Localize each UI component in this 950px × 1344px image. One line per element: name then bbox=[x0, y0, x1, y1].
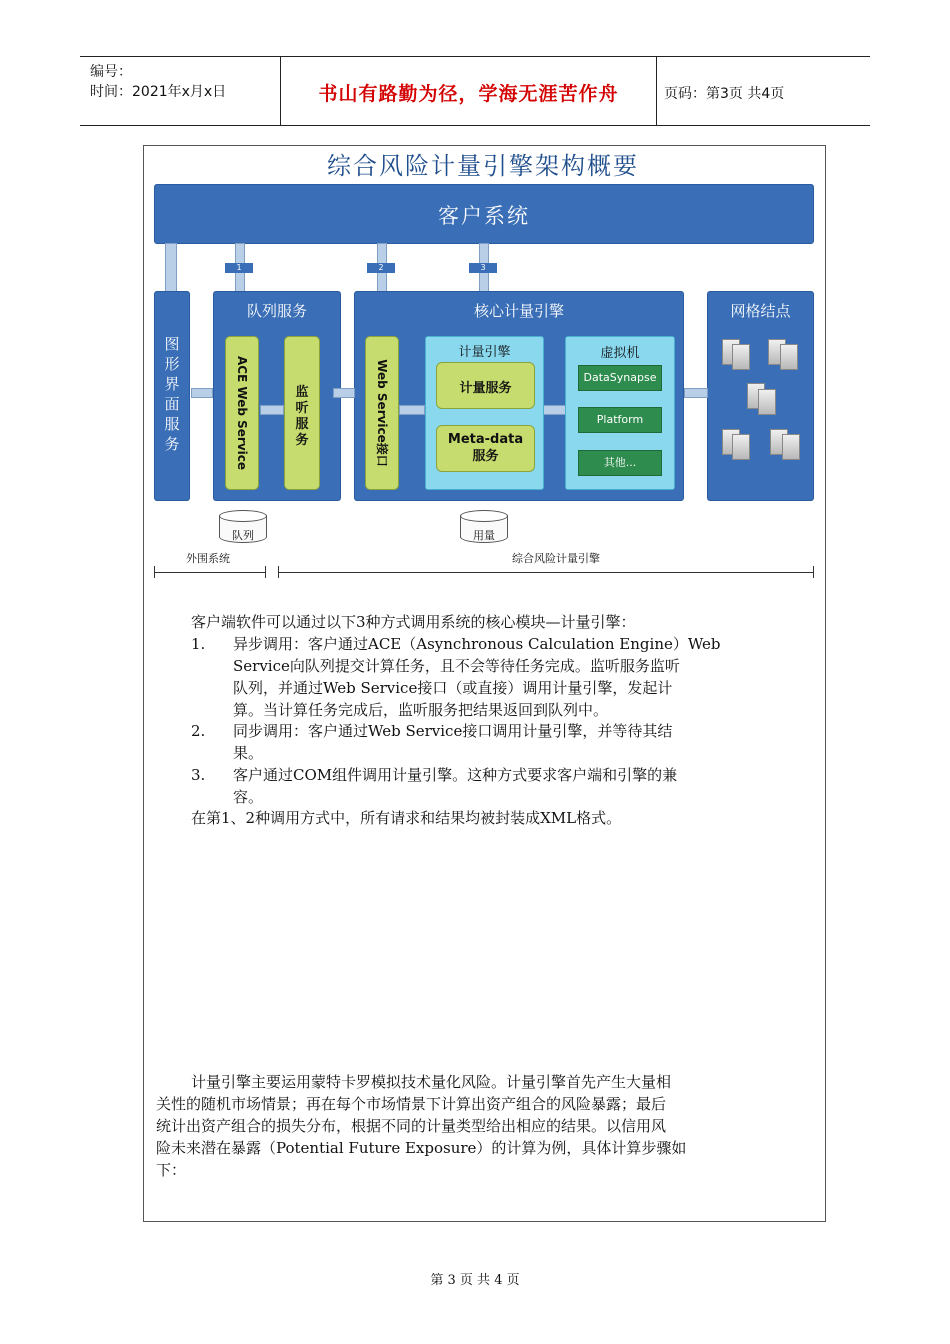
usage-database-label: 用量 bbox=[473, 529, 495, 542]
paragraph-line: 险未来潜在暴露（Potential Future Exposure）的计算为例，具体计算步骤如 bbox=[156, 1139, 687, 1157]
calc-engine-label: 计量引擎 bbox=[458, 345, 511, 360]
monte-carlo-paragraph bbox=[156, 1071, 816, 1181]
datasynapse-box: DataSynapse bbox=[578, 365, 662, 391]
list-line: 客户通过COM组件调用计量引擎。这种方式要求客户端和引擎的兼 bbox=[233, 766, 678, 784]
ace-web-service-label: ACE Web Service bbox=[235, 355, 249, 471]
list-number: 3. bbox=[191, 766, 206, 784]
paragraph-line: 统计出资产组合的损失分布，根据不同的计量类型给出相应的结果。以信用风 bbox=[156, 1117, 667, 1135]
virtual-machine-label: 虚拟机 bbox=[600, 346, 640, 361]
gui-service-block bbox=[154, 291, 190, 501]
web-service-interface-label: Web Service接口 bbox=[375, 359, 389, 467]
monitor-service-pill bbox=[284, 336, 320, 490]
header-motto-cell bbox=[280, 57, 657, 125]
header-info-cell bbox=[80, 57, 280, 125]
intro-paragraph: 客户端软件可以通过以下3种方式调用系统的核心模块—计量引擎： bbox=[191, 613, 636, 631]
list-line: 容。 bbox=[233, 788, 264, 806]
core-engine-label: 核心计量引擎 bbox=[473, 302, 564, 320]
metadata-service-box bbox=[436, 425, 535, 472]
arrow-client-gui bbox=[165, 243, 177, 292]
arrow-core-grid bbox=[684, 388, 708, 398]
diagram-title: 综合风险计量引擎架构概要 bbox=[327, 152, 639, 180]
list-line: Service向队列提交计算任务，且不会等待任务完成。监听服务监听 bbox=[233, 657, 680, 675]
serial-label: 编号： bbox=[90, 64, 132, 80]
arrow-engine-vm bbox=[543, 405, 566, 415]
list-line: 算。当计算任务完成后，监听服务把结果返回到队列中。 bbox=[233, 701, 609, 719]
monitor-service-label: 监 听 服 务 bbox=[295, 385, 309, 448]
arrow-number-2: 2 bbox=[367, 263, 395, 273]
calc-service-box bbox=[436, 362, 535, 409]
platform-box: Platform bbox=[578, 407, 662, 433]
list-line: 果。 bbox=[233, 744, 264, 762]
virtual-machine-box bbox=[565, 336, 675, 490]
scope-external-label: 外围系统 bbox=[186, 552, 230, 565]
queue-database-icon bbox=[219, 510, 267, 544]
paragraph-line: 关性的随机市场情景；再在每个市场情景下计算出资产组合的风险暴露；最后 bbox=[156, 1095, 667, 1113]
arrow-queue-core bbox=[333, 388, 355, 398]
arrow-wsi-engine bbox=[399, 405, 425, 415]
scope-engine-bracket bbox=[278, 566, 814, 578]
paragraph-line: 下： bbox=[156, 1161, 187, 1179]
page-header bbox=[80, 56, 870, 126]
arrow-number-3: 3 bbox=[469, 263, 497, 273]
page-code: 页码：第3页 共4页 bbox=[664, 86, 785, 102]
usage-database-icon bbox=[460, 510, 508, 544]
list-number: 2. bbox=[191, 722, 206, 740]
arrow-ace-monitor bbox=[260, 405, 284, 415]
queue-service-label: 队列服务 bbox=[246, 302, 307, 320]
grid-nodes-label: 网格结点 bbox=[730, 302, 791, 320]
metadata-service-label: Meta-data 服务 bbox=[447, 432, 524, 464]
date-label: 时间：2021年x月x日 bbox=[90, 84, 227, 100]
scope-external-bracket bbox=[154, 566, 266, 578]
ace-web-service-pill bbox=[225, 336, 259, 490]
arrow-gui-queue bbox=[191, 388, 213, 398]
client-system-label: 客户系统 bbox=[438, 204, 530, 228]
architecture-diagram bbox=[150, 146, 816, 586]
scope-engine-label: 综合风险计量引擎 bbox=[512, 552, 600, 565]
motto: 书山有路勤为径，学海无涯苦作舟 bbox=[318, 83, 619, 105]
page-footer: 第 3 页 共 4 页 bbox=[430, 1273, 520, 1288]
calc-service-label: 计量服务 bbox=[459, 381, 512, 396]
paragraph-line: 计量引擎主要运用蒙特卡罗模拟技术量化风险。计量引擎首先产生大量相 bbox=[191, 1073, 672, 1091]
list-number: 1. bbox=[191, 635, 206, 653]
gui-service-label: 图 形 界 面 服 务 bbox=[164, 335, 180, 453]
list-line: 队列，并通过Web Service接口（或直接）调用计量引擎，发起计 bbox=[233, 679, 673, 697]
calc-engine-box bbox=[425, 336, 544, 490]
summary-paragraph: 在第1、2种调用方式中，所有请求和结果均被封装成XML格式。 bbox=[191, 809, 622, 827]
web-service-interface-pill bbox=[365, 336, 399, 490]
header-page-cell bbox=[656, 57, 870, 125]
list-line: 同步调用：客户通过Web Service接口调用计量引擎，并等待其结 bbox=[233, 722, 673, 740]
client-system-block bbox=[154, 184, 814, 244]
queue-database-label: 队列 bbox=[232, 529, 254, 542]
others-box: 其他... bbox=[578, 450, 662, 476]
arrow-number-1: 1 bbox=[225, 263, 253, 273]
list-line: 异步调用：客户通过ACE（Asynchronous Calculation Engine）Web bbox=[233, 635, 721, 653]
